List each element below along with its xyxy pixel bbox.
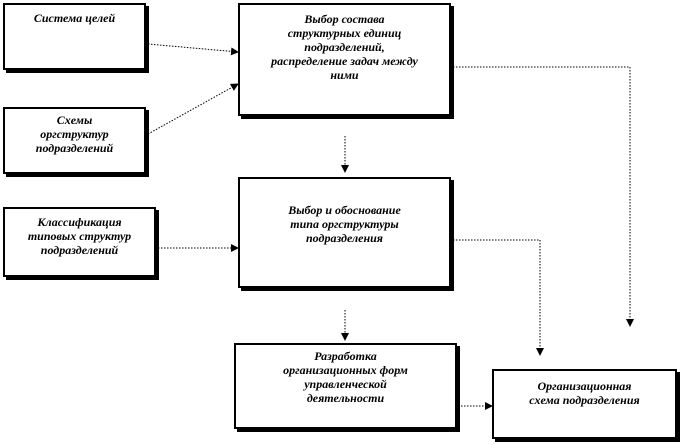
box-structure-schemes bbox=[3, 107, 146, 174]
box-management-forms-development-label: Разработка организационных форм управленческой деятельности bbox=[283, 349, 408, 405]
box-unit-composition-selection-label: Выбор состава структурных единиц подразделений, распределение задач между ними bbox=[271, 12, 418, 82]
arrow-selection-to-result bbox=[453, 67, 630, 326]
box-structure-type-justification bbox=[238, 177, 451, 288]
box-typical-structures-classification-label: Классификация типовых структур подразделений bbox=[27, 215, 132, 257]
box-structure-schemes-label: Схемы оргструктур подразделений bbox=[35, 113, 114, 155]
arrow-justification-to-result bbox=[453, 240, 540, 355]
box-organizational-scheme bbox=[492, 369, 677, 439]
box-unit-composition-selection bbox=[238, 3, 451, 116]
box-goal-system-label: Система целей bbox=[33, 11, 116, 25]
arrow-goals-to-selection bbox=[148, 44, 238, 52]
box-management-forms-development bbox=[234, 343, 457, 429]
box-typical-structures-classification bbox=[3, 207, 156, 277]
box-organizational-scheme-label: Организационная схема подразделения bbox=[529, 379, 640, 407]
arrow-schemes-to-selection bbox=[148, 84, 238, 134]
box-structure-type-justification-label: Выбор и обоснование типа оргструктуры подразделения bbox=[288, 203, 401, 245]
box-goal-system bbox=[3, 3, 146, 70]
